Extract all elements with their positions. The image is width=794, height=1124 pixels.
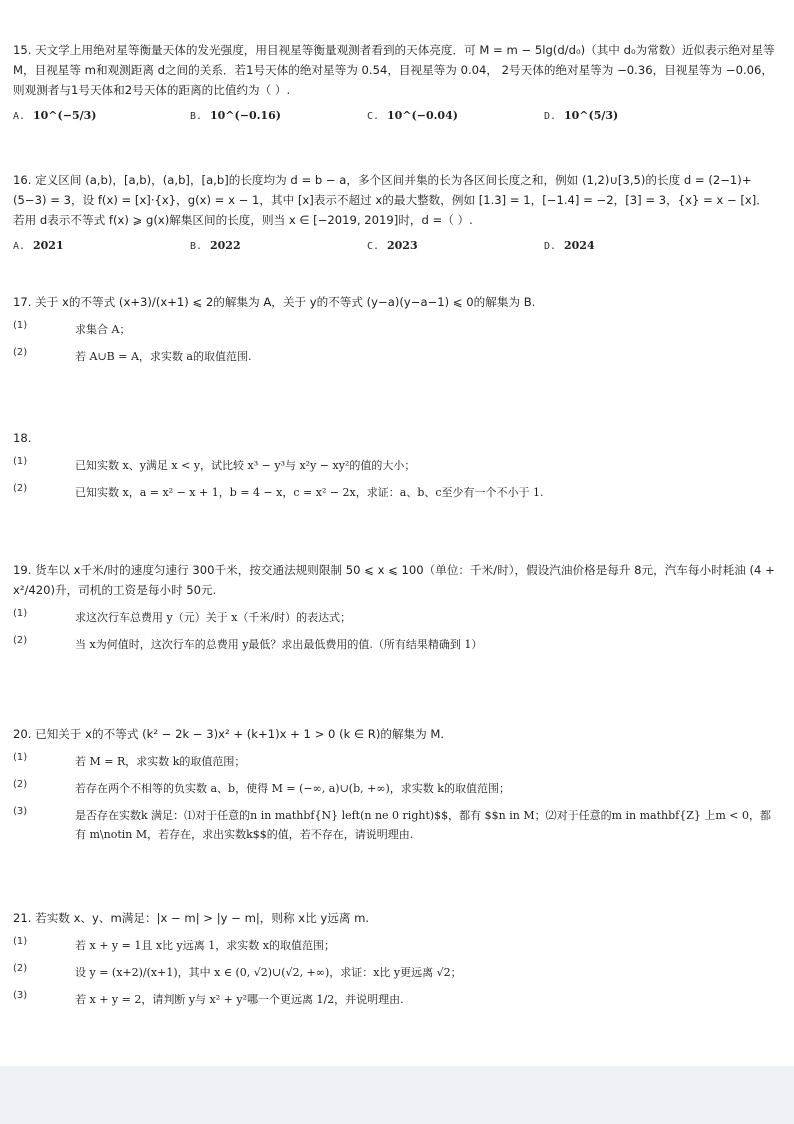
sub-question: (1) 已知实数 x、y满足 x < y，试比较 x³ − y³与 x²y − xy²的值的大小；	[13, 456, 416, 472]
question-stem: 19. 货车以 x千米/时的速度匀速行 300千米，按交通法规则限制 50 ⩽ x ⩽ 100（单位：千米/时），假设汽油价格是每升 8元，汽车每小时耗油 (4 + x²/420)升，司机的工资是每小时 50元.	[13, 563, 775, 597]
options-row	[13, 106, 778, 127]
option-c[interactable]: C. 2023	[367, 239, 418, 252]
sub-question: (2) 若存在两个不相等的负实数 a、b，使得 M = (−∞, a)∪(b, +∞)，求实数 k的取值范围；	[13, 779, 510, 795]
options-row	[13, 236, 778, 257]
sub-question: (1) 若 M = R，求实数 k的取值范围；	[13, 752, 246, 768]
question-18	[13, 428, 778, 502]
sub-question: (3) 是否存在实数k 满足：⑴对于任意的n in mathbf{N} left(n ne 0 right)$$，都有 $$n in M；⑵对于任意的m in mathbf{Z} 上m < 0，都有 m\notin M，若存在，求出实数k$$的值，若不存在，请说明理由.	[13, 806, 772, 841]
question-15	[13, 40, 778, 127]
question-20	[13, 724, 778, 844]
option-a[interactable]: A. 10^(−5/3)	[13, 109, 97, 122]
page-footer-band	[0, 1066, 794, 1124]
option-d[interactable]: D. 10^(5/3)	[544, 109, 619, 122]
option-c[interactable]: C. 10^(−0.04)	[367, 109, 458, 122]
option-d[interactable]: D. 2024	[544, 239, 595, 252]
question-stem: 18.	[13, 431, 32, 445]
sub-question: (3) 若 x + y = 2，请判断 y与 x² + y²哪一个更远离 1/2，并说明理由.	[13, 990, 404, 1006]
question-stem: 17. 关于 x的不等式 (x+3)/(x+1) ⩽ 2的解集为 A，关于 y的不等式 (y−a)(y−a−1) ⩽ 0的解集为 B.	[13, 295, 536, 309]
question-21	[13, 908, 778, 1009]
question-stem: 21. 若实数 x、y、m满足：|x − m| > |y − m|，则称 x比 y远离 m.	[13, 911, 370, 925]
option-a[interactable]: A. 2021	[13, 239, 64, 252]
option-b[interactable]: B. 2022	[190, 239, 241, 252]
question-stem: 20. 已知关于 x的不等式 (k² − 2k − 3)x² + (k+1)x + 1 > 0 (k ∈ R)的解集为 M.	[13, 727, 445, 741]
sub-question: (2) 设 y = (x+2)/(x+1)，其中 x ∈ (0, √2)∪(√2, +∞)，求证：x比 y更远离 √2；	[13, 963, 462, 979]
sub-question: (1) 求集合 A；	[13, 320, 131, 336]
sub-question: (1) 若 x + y = 1且 x比 y远离 1，求实数 x的取值范围；	[13, 936, 335, 952]
sub-question: (1) 求这次行车总费用 y（元）关于 x（千米/时）的表达式；	[13, 608, 352, 624]
question-16	[13, 170, 778, 257]
question-19	[13, 560, 778, 654]
question-17	[13, 292, 778, 366]
sub-question: (2) 当 x为何值时，这次行车的总费用 y最低？求出最低费用的值.（所有结果精确到 1）	[13, 635, 483, 651]
question-stem: 15. 天文学上用绝对星等衡量天体的发光强度，用目视星等衡量观测者看到的天体亮度．可 M = m − 5lg(d/d₀)（其中 d₀为常数）近似表示绝对星等 M，目视星等 m和观测距离 d之间的关系．若1号天体的绝对星等为 0.54，目视星等为 0.04， 2号天体的绝对星等为 −0.36，目视星等为 −0.06，则观测者与1号天体和2号天体的距离的比值约为（ ）.	[13, 43, 775, 97]
sub-question: (2) 已知实数 x，a = x² − x + 1，b = 4 − x，c = x² − 2x，求证：a、b、c至少有一个不小于 1.	[13, 483, 544, 499]
question-stem: 16. 定义区间 (a,b)，[a,b)，(a,b]，[a,b]的长度均为 d = b − a，多个区间并集的长为各区间长度之和，例如 (1,2)∪[3,5)的长度 d = (2−1)+(5−3) = 3，设 f(x) = [x]·{x}，g(x) = x − 1，其中 [x]表示不超过 x的最大整数，例如 [1.3] = 1，[−1.4] = −2，[3] = 3，{x} = x − [x]．若用 d表示不等式 f(x) ⩾ g(x)解集区间的长度，则当 x ∈ [−2019, 2019]时，d =（ ）.	[13, 173, 768, 227]
option-b[interactable]: B. 10^(−0.16)	[190, 109, 281, 122]
sub-question: (2) 若 A∪B = A，求实数 a的取值范围.	[13, 347, 252, 363]
